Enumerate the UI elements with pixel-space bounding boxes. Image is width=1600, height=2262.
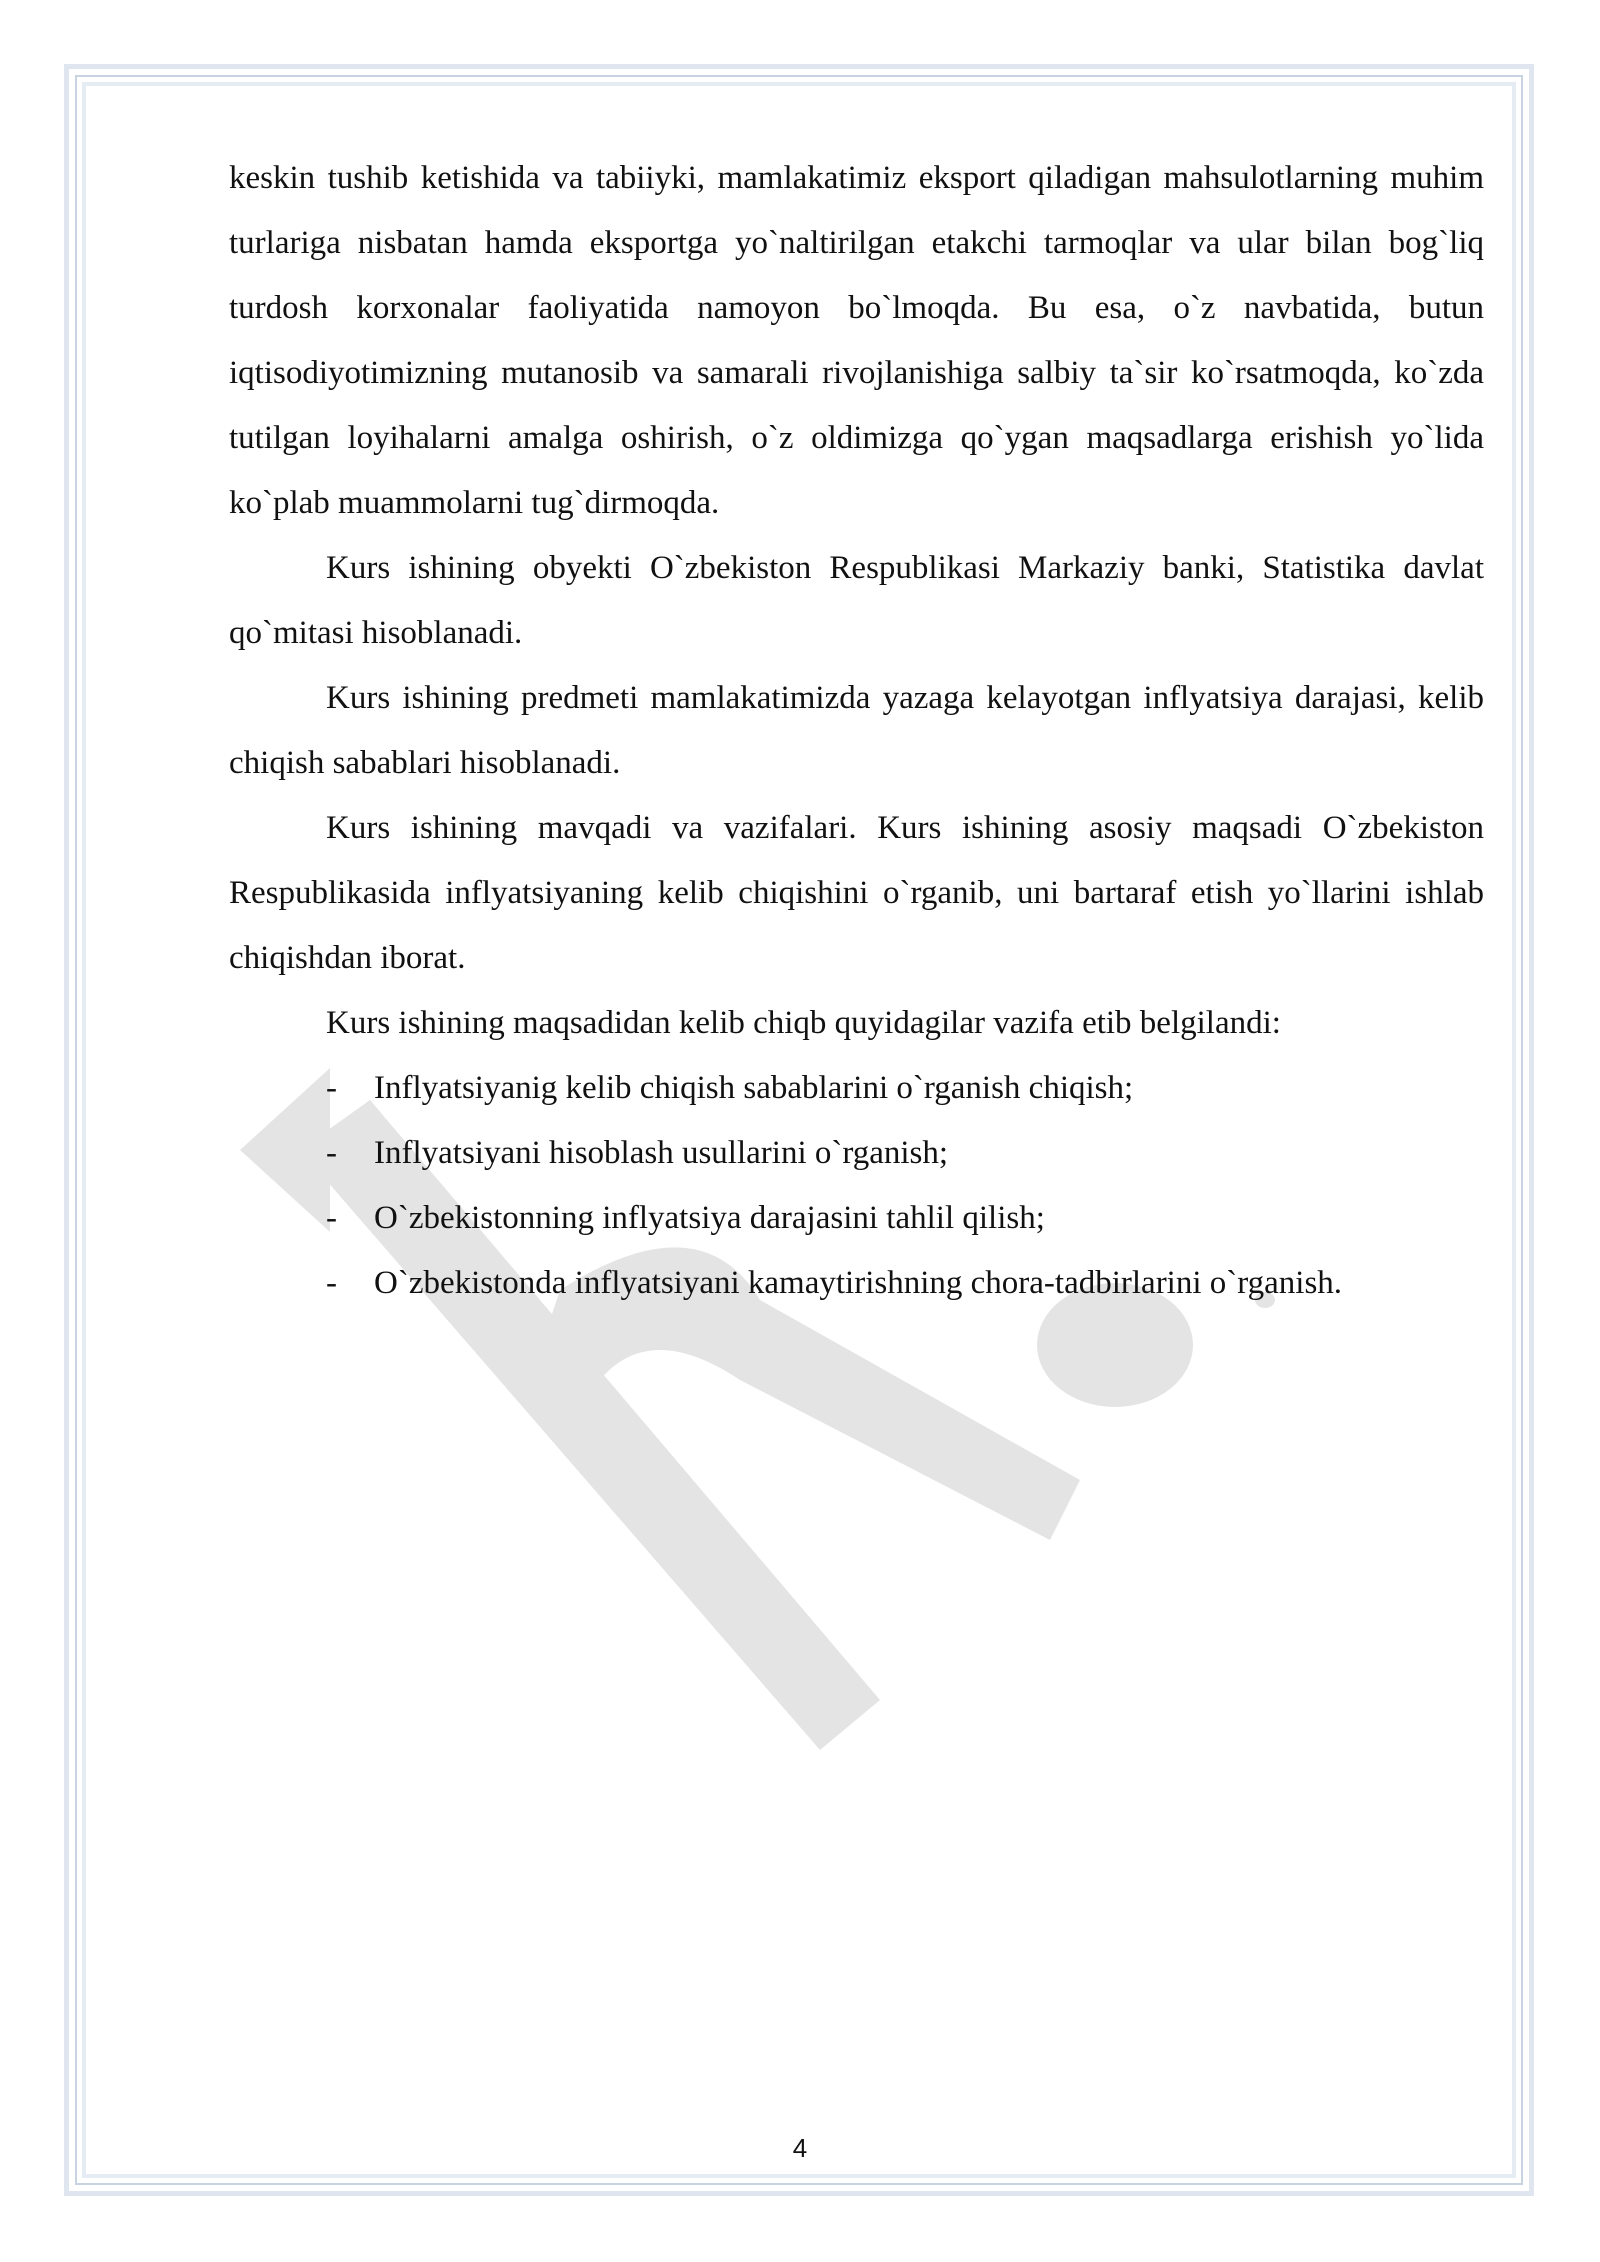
page-number: 4 xyxy=(792,2133,808,2163)
task-list xyxy=(229,1056,1484,1316)
list-marker: - xyxy=(326,1200,337,1236)
list-item xyxy=(229,1251,1484,1316)
document-body xyxy=(229,146,1484,1316)
paragraph-continuation: keskin tushib ketishida va tabiiyki, mamlakatimiz eksport qiladigan mahsulotlarning muhim turlariga nisbatan hamda eksportga yo`naltirilgan etakchi tarmoqlar va ular bilan bog`liq turdosh korxonalar faoliyatida namoyon bo`lmoqda. Bu esa, o`z navbatida, butun iqtisodiyotimizning mutanosib va samarali rivojlanishiga salbiy ta`sir ko`rsatmoqda, ko`zda tutilgan loyihalarni amalga oshirish, o`z oldimizga qo`ygan maqsadlarga erishish yo`lida ko`plab muammolarni tug`dirmoqda. xyxy=(229,160,1484,521)
paragraph-goals: Kurs ishining mavqadi va vazifalari. Kurs ishining asosiy maqsadi O`zbekiston Respublikasida inflyatsiyaning kelib chiqishini o`rganib, uni bartaraf etish yo`llarini ishlab chiqishdan iborat. xyxy=(229,810,1484,976)
paragraph-subject: Kurs ishining predmeti mamlakatimizda yazaga kelayotgan inflyatsiya darajasi, kelib chiqish sabablari hisoblanadi. xyxy=(229,680,1484,781)
list-marker: - xyxy=(326,1070,337,1106)
list-item-text: Inflyatsiyanig kelib chiqish sabablarini o`rganish chiqish; xyxy=(374,1070,1134,1106)
list-item xyxy=(229,1186,1484,1251)
list-item xyxy=(229,1121,1484,1186)
paragraph-object: Kurs ishining obyekti O`zbekiston Respublikasi Markaziy banki, Statistika davlat qo`mitasi hisoblanadi. xyxy=(229,550,1484,651)
list-item-text: Inflyatsiyani hisoblash usullarini o`rganish; xyxy=(374,1135,949,1171)
list-marker: - xyxy=(326,1265,337,1301)
paragraph-tasks-intro: Kurs ishining maqsadidan kelib chiqb quyidagilar vazifa etib belgilandi: xyxy=(326,1005,1281,1041)
list-item-text: O`zbekistonning inflyatsiya darajasini tahlil qilish; xyxy=(374,1200,1045,1236)
list-item-text: O`zbekistonda inflyatsiyani kamaytirishning chora-tadbirlarini o`rganish. xyxy=(374,1265,1343,1301)
list-marker: - xyxy=(326,1135,337,1171)
list-item xyxy=(229,1056,1484,1121)
